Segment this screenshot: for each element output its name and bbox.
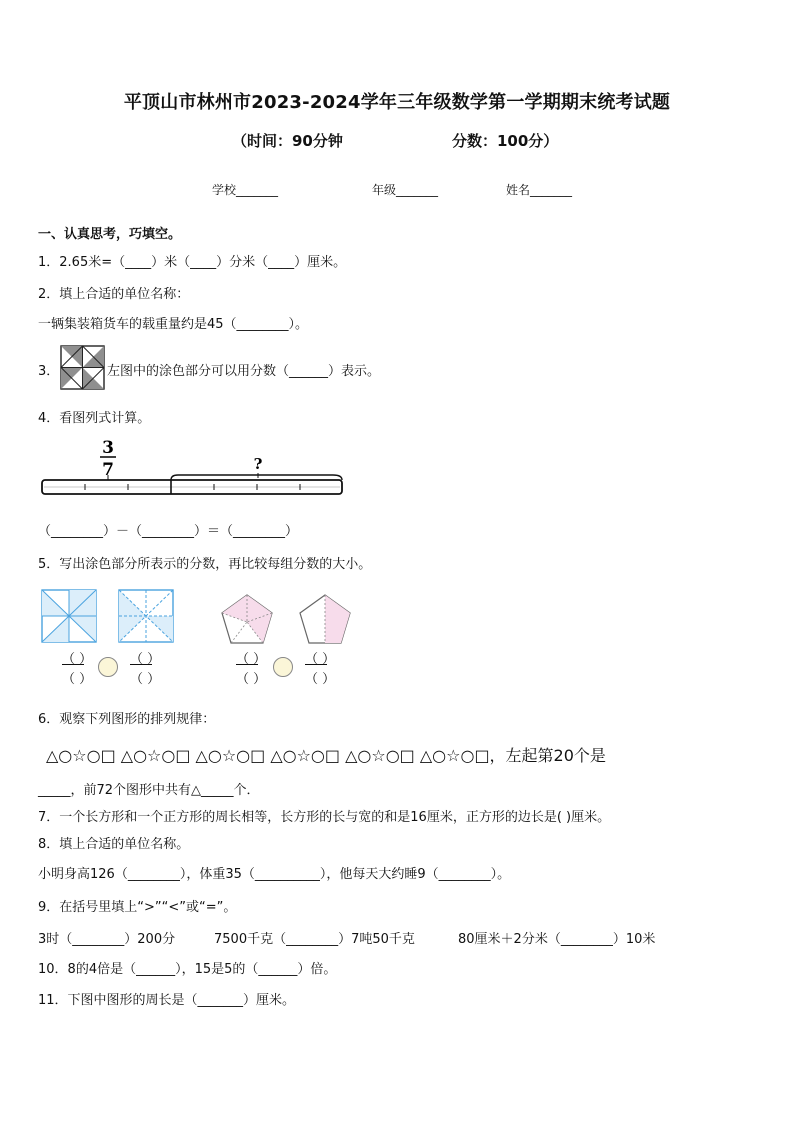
question-4-formula: （________）－（________）＝（________） (38, 524, 299, 539)
answer-blank[interactable]: （ ） (130, 652, 161, 667)
question-3-number: 3． (38, 364, 60, 379)
name-field[interactable]: 姓名_______ (506, 183, 573, 197)
answer-blank[interactable]: （ ） (130, 672, 161, 687)
question-mark: ? (253, 455, 263, 473)
answer-blank[interactable]: （ ） (236, 652, 267, 667)
question-9: 9．在括号里填上“>”“<”或“=”。 (38, 900, 237, 915)
question-8-line: 小明身高126（________），体重35（__________），他每天大约睡9（________）。 (38, 867, 511, 882)
question-11: 11．下图中图形的周长是（_______）厘米。 (38, 993, 296, 1008)
compare-circle[interactable] (98, 657, 118, 677)
question-1: 1．2.65米=（____）米（____）分米（____）厘米。 (38, 255, 347, 270)
fraction-denominator: 7 (102, 460, 114, 480)
fraction-numerator: 3 (102, 438, 114, 458)
answer-blank[interactable]: （ ） (62, 672, 93, 687)
question-6-line-2: _____，前72个图形中共有△_____个． (38, 783, 260, 798)
question-9-b: 7500千克（________）7吨50千克 (214, 932, 415, 947)
question-2-line: 一辆集装箱货车的载重量约是45（________）。 (38, 317, 309, 332)
exam-time: （时间：90分钟 (232, 132, 343, 150)
grade-field[interactable]: 年级_______ (372, 183, 439, 197)
answer-blank[interactable]: （ ） (305, 672, 336, 687)
exam-score: 分数：100分） (452, 132, 559, 150)
pink-pentagon-figure-1 (218, 592, 276, 648)
q3-square-figure (60, 345, 105, 390)
page-title: 平顶山市林州市2023-2024学年三年级数学第一学期期末统考试题 (123, 92, 671, 113)
q4-segment-figure (38, 433, 348, 503)
question-6-sequence: △○☆○□ △○☆○□ △○☆○□ △○☆○□ △○☆○□ △○☆○□，左起第20个是 (46, 746, 606, 765)
answer-blank[interactable]: （ ） (236, 672, 267, 687)
blue-square-figure-2 (117, 588, 175, 644)
blue-square-figure-1 (40, 588, 98, 644)
answer-blank[interactable]: （ ） (305, 652, 336, 667)
question-7: 7．一个长方形和一个正方形的周长相等，长方形的长与宽的和是16厘米，正方形的边长是( )厘米。 (38, 810, 611, 825)
question-6: 6．观察下列图形的排列规律： (38, 712, 216, 727)
answer-blank[interactable]: （ ） (62, 652, 93, 667)
question-8: 8．填上合适的单位名称。 (38, 837, 190, 852)
question-5: 5．写出涂色部分所表示的分数，再比较每组分数的大小。 (38, 557, 372, 572)
question-3-text: 左图中的涂色部分可以用分数（______）表示。 (107, 364, 381, 379)
section-heading: 一、认真思考，巧填空。 (38, 227, 182, 242)
question-9-a: 3时（________）200分 (38, 932, 176, 947)
compare-circle[interactable] (273, 657, 293, 677)
question-4: 4．看图列式计算。 (38, 411, 151, 426)
question-10: 10．8的4倍是（______），15是5的（______）倍。 (38, 962, 337, 977)
pink-pentagon-figure-2 (296, 592, 354, 648)
question-9-c: 80厘米＋2分米（________）10米 (458, 932, 656, 947)
question-2: 2．填上合适的单位名称： (38, 287, 190, 302)
school-field[interactable]: 学校_______ (212, 183, 279, 197)
